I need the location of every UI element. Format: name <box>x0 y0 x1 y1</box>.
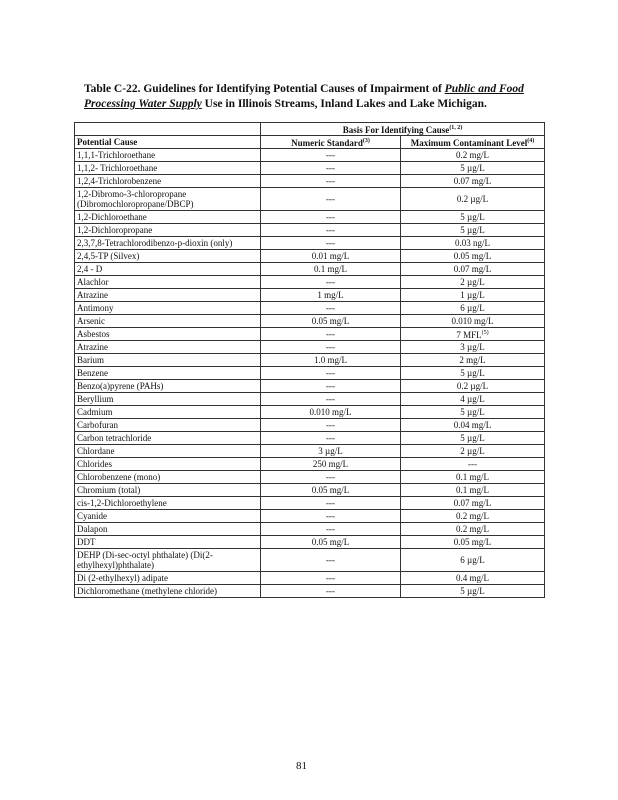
table-row <box>75 419 545 432</box>
mcl-cell: 6 µg/L <box>401 549 545 572</box>
numeric-standard-cell: --- <box>261 471 401 484</box>
mcl-cell: 0.1 mg/L <box>401 484 545 497</box>
cause-cell: Benzene <box>75 367 261 380</box>
mcl-cell: 0.04 mg/L <box>401 419 545 432</box>
page-number: 81 <box>296 760 307 772</box>
numeric-standard-cell: --- <box>261 224 401 237</box>
table-row <box>75 276 545 289</box>
table-row <box>75 393 545 406</box>
cause-cell: Chlorobenzene (mono) <box>75 471 261 484</box>
col-header-mcl: Maximum Contaminant Level$^{(4)}$ <box>401 136 545 149</box>
numeric-standard-cell: --- <box>261 510 401 523</box>
numeric-standard-cell: --- <box>261 380 401 393</box>
numeric-standard-cell: 0.05 mg/L <box>261 315 401 328</box>
table-row <box>75 406 545 419</box>
mcl-cell: 0.05 mg/L <box>401 536 545 549</box>
cause-cell: Asbestos <box>75 328 261 341</box>
mcl-cell: 0.4 mg/L <box>401 572 545 585</box>
table-row <box>75 149 545 162</box>
cause-cell: Carbofuran <box>75 419 261 432</box>
cause-cell: Atrazine <box>75 341 261 354</box>
title-use-name: Public and Food Processing Water Supply <box>84 83 524 110</box>
cause-cell: 2,4,5-TP (Silvex) <box>75 250 261 263</box>
numeric-standard-cell: --- <box>261 175 401 188</box>
mcl-cell: 0.2 µg/L <box>401 188 545 211</box>
mcl-cell: 3 µg/L <box>401 341 545 354</box>
numeric-standard-cell: --- <box>261 585 401 598</box>
cause-cell: DDT <box>75 536 261 549</box>
empty-header-cell <box>75 123 261 136</box>
cause-cell: Chlordane <box>75 445 261 458</box>
title-prefix: Table C-22. Guidelines for Identifying Potential Causes of Impairment of <box>84 83 445 95</box>
numeric-standard-cell: --- <box>261 302 401 315</box>
mcl-cell: 5 µg/L <box>401 211 545 224</box>
cause-cell: 1,2-Dibromo-3-chloropropane (Dibromochloropropane/DBCP) <box>75 188 261 211</box>
numeric-standard-cell: 250 mg/L <box>261 458 401 471</box>
mcl-cell: 5 µg/L <box>401 406 545 419</box>
mcl-cell: 5 µg/L <box>401 432 545 445</box>
table-row <box>75 549 545 572</box>
mcl-cell: 0.05 mg/L <box>401 250 545 263</box>
table-row <box>75 484 545 497</box>
mcl-cell: 0.07 mg/L <box>401 175 545 188</box>
numeric-standard-cell: 0.05 mg/L <box>261 484 401 497</box>
cause-cell: 1,2-Dichloroethane <box>75 211 261 224</box>
mcl-cell: 1 µg/L <box>401 289 545 302</box>
table-row <box>75 458 545 471</box>
numeric-standard-cell: --- <box>261 276 401 289</box>
group-header: Basis For Identifying Cause$^{(1, 2)}$ <box>261 123 545 136</box>
cause-cell: Dichloromethane (methylene chloride) <box>75 585 261 598</box>
numeric-standard-cell: 0.010 mg/L <box>261 406 401 419</box>
cause-cell: Benzo(a)pyrene (PAHs) <box>75 380 261 393</box>
cause-cell: Barium <box>75 354 261 367</box>
column-header-row <box>75 136 545 149</box>
table-row <box>75 289 545 302</box>
table-row <box>75 585 545 598</box>
numeric-standard-cell: --- <box>261 523 401 536</box>
cause-cell: 1,2-Dichloropropane <box>75 224 261 237</box>
mcl-cell: 0.2 mg/L <box>401 510 545 523</box>
group-header-row <box>75 123 545 136</box>
table-row <box>75 263 545 276</box>
table-row <box>75 188 545 211</box>
table-row <box>75 354 545 367</box>
numeric-standard-cell: --- <box>261 497 401 510</box>
criteria-table <box>74 122 545 598</box>
cause-cell: 2,3,7,8-Tetrachlorodibenzo-p-dioxin (only) <box>75 237 261 250</box>
col-header-numeric: Numeric Standard$^{(3)}$ <box>261 136 401 149</box>
table-row <box>75 380 545 393</box>
numeric-standard-cell: --- <box>261 328 401 341</box>
numeric-standard-cell: 0.1 mg/L <box>261 263 401 276</box>
table-row <box>75 445 545 458</box>
table-row <box>75 162 545 175</box>
mcl-cell: 5 µg/L <box>401 224 545 237</box>
table-title <box>84 82 544 112</box>
mcl-cell: 5 µg/L <box>401 367 545 380</box>
cause-cell: cis-1,2-Dichloroethylene <box>75 497 261 510</box>
numeric-standard-cell: 0.01 mg/L <box>261 250 401 263</box>
cause-cell: 1,1,1-Trichloroethane <box>75 149 261 162</box>
mcl-cell: 0.2 µg/L <box>401 380 545 393</box>
mcl-cell: 0.2 mg/L <box>401 523 545 536</box>
mcl-cell: 5 µg/L <box>401 162 545 175</box>
table-row <box>75 315 545 328</box>
table-row <box>75 367 545 380</box>
numeric-standard-cell: 1.0 mg/L <box>261 354 401 367</box>
table-row <box>75 510 545 523</box>
table-row <box>75 497 545 510</box>
mcl-cell: 2 µg/L <box>401 276 545 289</box>
cause-cell: 1,1,2- Trichloroethane <box>75 162 261 175</box>
table-row <box>75 471 545 484</box>
cause-cell: Dalapon <box>75 523 261 536</box>
mcl-cell: 0.2 mg/L <box>401 149 545 162</box>
table-row <box>75 302 545 315</box>
numeric-standard-cell: --- <box>261 237 401 250</box>
cause-cell: Cadmium <box>75 406 261 419</box>
cause-cell: Antimony <box>75 302 261 315</box>
cause-cell: Chlorides <box>75 458 261 471</box>
cause-cell: Di (2-ethylhexyl) adipate <box>75 572 261 585</box>
mcl-cell: 6 µg/L <box>401 302 545 315</box>
mcl-cell: 4 µg/L <box>401 393 545 406</box>
table-row <box>75 523 545 536</box>
numeric-standard-cell: --- <box>261 393 401 406</box>
numeric-standard-cell: 1 mg/L <box>261 289 401 302</box>
table-row <box>75 237 545 250</box>
cause-cell: Cyanide <box>75 510 261 523</box>
cause-cell: Atrazine <box>75 289 261 302</box>
cause-cell: Chromium (total) <box>75 484 261 497</box>
mcl-cell: 2 µg/L <box>401 445 545 458</box>
table-row <box>75 572 545 585</box>
table-row <box>75 250 545 263</box>
numeric-standard-cell: 3 µg/L <box>261 445 401 458</box>
table-row <box>75 328 545 341</box>
cause-cell: 1,2,4-Trichlorobenzene <box>75 175 261 188</box>
mcl-cell: 0.010 mg/L <box>401 315 545 328</box>
title-suffix: Use in Illinois Streams, Inland Lakes and Lake Michigan. <box>201 98 487 110</box>
cause-cell: Alachlor <box>75 276 261 289</box>
table-row <box>75 432 545 445</box>
numeric-standard-cell: --- <box>261 341 401 354</box>
numeric-standard-cell: --- <box>261 188 401 211</box>
numeric-standard-cell: --- <box>261 162 401 175</box>
cause-cell: DEHP (Di-sec-octyl phthalate) (Di(2-ethylhexyl)phthalate) <box>75 549 261 572</box>
mcl-cell: --- <box>401 458 545 471</box>
col-header-cause: Potential Cause <box>75 136 261 149</box>
mcl-cell: 5 µg/L <box>401 585 545 598</box>
numeric-standard-cell: --- <box>261 367 401 380</box>
mcl-cell: 0.1 mg/L <box>401 471 545 484</box>
table-row <box>75 341 545 354</box>
numeric-standard-cell: --- <box>261 432 401 445</box>
cause-cell: Arsenic <box>75 315 261 328</box>
mcl-cell: 0.07 mg/L <box>401 263 545 276</box>
numeric-standard-cell: 0.05 mg/L <box>261 536 401 549</box>
numeric-standard-cell: --- <box>261 419 401 432</box>
numeric-standard-cell: --- <box>261 211 401 224</box>
numeric-standard-cell: --- <box>261 572 401 585</box>
cause-cell: 2,4 - D <box>75 263 261 276</box>
mcl-cell: 2 mg/L <box>401 354 545 367</box>
numeric-standard-cell: --- <box>261 549 401 572</box>
cause-cell: Carbon tetrachloride <box>75 432 261 445</box>
table-row <box>75 224 545 237</box>
mcl-cell: 7 MFL$^{(5)}$ <box>401 328 545 341</box>
numeric-standard-cell: --- <box>261 149 401 162</box>
table-row <box>75 536 545 549</box>
table-row <box>75 175 545 188</box>
mcl-cell: 0.07 mg/L <box>401 497 545 510</box>
mcl-cell: 0.03 ng/L <box>401 237 545 250</box>
table-row <box>75 211 545 224</box>
cause-cell: Beryllium <box>75 393 261 406</box>
